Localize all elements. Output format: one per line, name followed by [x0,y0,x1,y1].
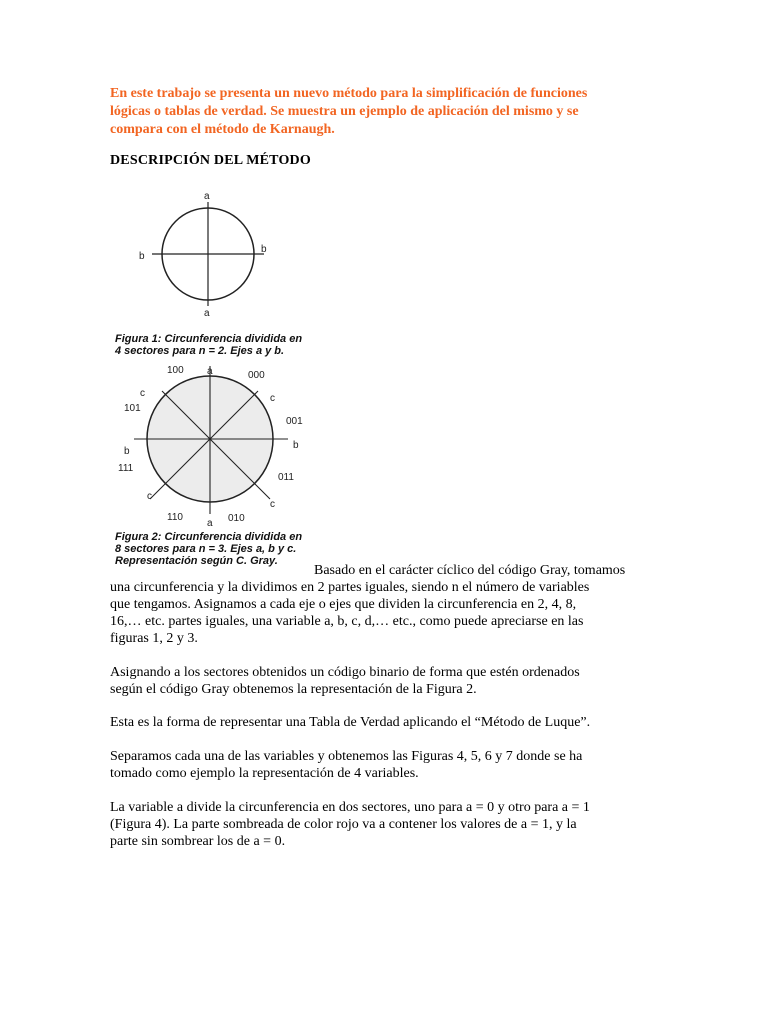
paragraph-line: que tengamos. Asignamos a cada eje o ejes que dividen la circunferencia en 2, 4, 8, [110,597,577,612]
figure-1-label-b-right: b [261,244,267,255]
figure-1-label-a-top: a [204,191,210,202]
paragraph-line: (Figura 4). La parte sombreada de color rojo va a contener los valores de a = 1, y la [110,817,577,832]
caption-line: Figura 1: Circunferencia dividida en [115,333,303,345]
paragraph-5 [110,799,670,850]
paragraph-line: La variable a divide la circunferencia en dos sectores, uno para a = 0 y otro para a = 1 [110,800,590,815]
figure-2-code-000: 000 [248,370,265,381]
caption-line: 4 sectores para n = 2. Ejes a y b. [115,345,285,357]
figure-2-code-110: 110 [167,512,183,523]
paragraph-3 [110,714,670,731]
figure-2-label-a-top: a [207,366,213,377]
paragraph-line: parte sin sombrear los de a = 0. [110,834,286,849]
paragraph-4 [110,748,670,782]
caption-line: Figura 2: Circunferencia dividida en [115,531,303,543]
paragraph-line: Separamos cada una de las variables y obtenemos las Figuras 4, 5, 6 y 7 donde se ha [110,749,583,764]
paragraph-line: tomado como ejemplo la representación de 4 variables. [110,766,419,781]
paragraph-2 [110,664,670,698]
intro-line: En este trabajo se presenta un nuevo método para la simplificación de funciones [110,86,588,101]
paragraph-line: según el código Gray obtenemos la representación de la Figura 2. [110,682,477,697]
figure-2-label-a-bottom: a [207,518,213,529]
figure-2-label-c-bottom-right: c [270,499,275,510]
figure-2-code-010: 010 [228,513,245,524]
figure-2-label-c-bottom-left: c [147,491,152,502]
paragraph-line: Esta es la forma de representar una Tabla de Verdad aplicando el “Método de Luque”. [110,715,591,730]
figure-2-code-100: 100 [167,365,184,376]
figure-2-code-011: 011 [278,472,294,483]
figure-1-caption [115,333,302,357]
figure-2-label-c-top-left: c [140,388,145,399]
paragraph-line: 16,… etc. partes iguales, una variable a, b, c, d,… etc., como puede apreciarse en las [110,614,584,629]
paragraph-line: Asignando a los sectores obtenidos un código binario de forma que estén ordenados [110,665,580,680]
figure-2-label-b-right: b [293,440,299,451]
figure-2-label-c-top-right: c [270,393,275,404]
intro-text [110,85,670,139]
intro-line: lógicas o tablas de verdad. Se muestra un ejemplo de aplicación del mismo y se [110,104,579,119]
figure-1 [130,188,310,323]
section-title: DESCRIPCIÓN DEL MÉTODO [110,153,311,168]
figure-2-code-101: 101 [124,403,141,414]
paragraph-line: Basado en el carácter cíclico del código Gray, tomamos [314,563,626,578]
paragraph-line: figuras 1, 2 y 3. [110,631,198,646]
figure-2-label-b-left: b [124,446,130,457]
figure-1-label-a-bottom: a [204,308,210,319]
intro-line: compara con el método de Karnaugh. [110,122,335,137]
paragraph-line: una circunferencia y la dividimos en 2 partes iguales, siendo n el número de variables [110,580,590,595]
figure-2 [110,362,310,530]
figure-2-code-001: 001 [286,416,303,427]
figure-1-label-b-left: b [139,251,145,262]
figure-2-code-111: 111 [118,463,134,474]
caption-line: 8 sectores para n = 3. Ejes a, b y c. [115,543,297,555]
figure-1-diagram [130,188,310,323]
figure-2-diagram [110,362,310,530]
caption-line: Representación según C. Gray. [115,555,278,567]
paragraph-1 [110,562,670,647]
